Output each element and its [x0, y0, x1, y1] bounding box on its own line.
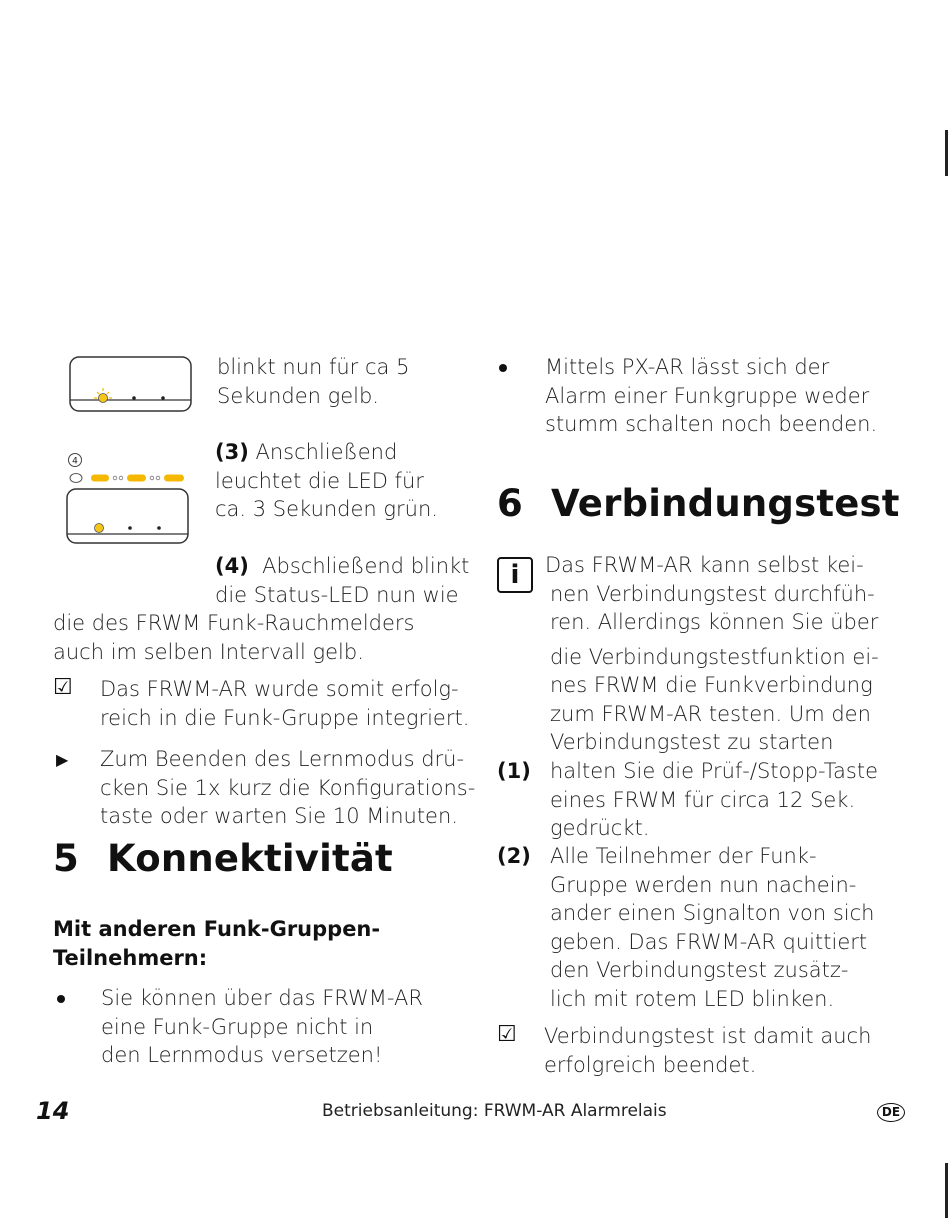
text-line: leuchtet die LED für [215, 468, 424, 493]
text-line: Alle Teilnehmer der Funk- [550, 844, 817, 868]
edge-mark-bottom [945, 1163, 948, 1218]
step-number: (1) [497, 759, 531, 783]
text-line: Mittels PX-AR lässt sich der [545, 355, 830, 379]
step4-continued [53, 609, 415, 666]
text-line: eines FRWM für circa 12 Sek. [550, 787, 856, 812]
section-number: 6 [497, 482, 523, 525]
text-line: eine Funk-Gruppe nicht in [101, 1014, 374, 1039]
device-diagram-blinking [68, 355, 194, 417]
edge-mark-top [945, 130, 948, 176]
text-line: Anschließend [255, 440, 398, 464]
step2-text [550, 842, 874, 1013]
bullet-icon [57, 995, 65, 1003]
bullet-icon [499, 364, 507, 372]
text-line: Sie können über das FRWM-AR [101, 986, 424, 1010]
step-number: (4) [215, 554, 249, 578]
text-line: Gruppe werden nun nachein- [550, 872, 857, 897]
text-line: nes FRWM die Funkverbindung [550, 673, 873, 697]
checkbox-icon: ☑ [53, 675, 73, 700]
text-line: Mit anderen Funk-Gruppen- [53, 917, 381, 941]
subheading [53, 915, 380, 972]
step4 [215, 552, 469, 609]
text-line: Verbindungstest ist damit auch [544, 1024, 872, 1048]
text-line: Sekunden gelb. [217, 383, 379, 408]
bullet-text [545, 353, 877, 439]
footer-title: Betriebsanleitung: FRWM-AR Alarmrelais [322, 1101, 667, 1121]
text-line: die Status-LED nun wie [215, 582, 459, 607]
text-line: halten Sie die Prüf-/Stopp-Taste [550, 759, 878, 783]
step2-tail [217, 353, 409, 410]
text-line: Alarm einer Funkgruppe weder [545, 383, 870, 408]
section-title: Konnektivität [107, 837, 393, 880]
text-line: Verbindungstest zu starten [550, 730, 834, 754]
text-line: reich in die Funk-Gruppe integriert. [100, 705, 470, 730]
text-line: ander einen Signalton von sich [550, 901, 875, 925]
text-line: den Lernmodus versetzen! [101, 1043, 383, 1067]
text-line: zum FRWM-AR testen. Um den [550, 701, 871, 726]
text-line: auch im selben Intervall gelb. [53, 639, 364, 664]
info-text [545, 551, 879, 757]
section-heading-5 [53, 837, 393, 880]
device-diagram-led-green [64, 450, 192, 548]
text-line: die des FRWM Funk-Rauchmelders [53, 611, 415, 635]
text-line: lich mit rotem LED blinken. [550, 986, 835, 1011]
step-number: (2) [497, 844, 531, 868]
text-line: erfolgreich beendet. [544, 1052, 757, 1077]
text-line: Abschließend blinkt [262, 554, 470, 578]
text-line: taste oder warten Sie 10 Minuten. [100, 804, 458, 828]
step-badge: 4 [72, 456, 78, 467]
check-result-text [100, 675, 469, 732]
text-line: geben. Das FRWM-AR quittiert [550, 929, 868, 954]
section-title: Verbindungstest [551, 482, 900, 525]
text-line: blinkt nun für ca 5 [217, 355, 410, 379]
text-line: Teilnehmern: [53, 945, 208, 970]
text-line: cken Sie 1x kurz die Konfigurations- [100, 775, 476, 800]
section-heading-6 [497, 482, 900, 525]
text-line: Das FRWM-AR kann selbst kei- [545, 553, 864, 577]
info-icon: i [497, 557, 533, 593]
text-line: gedrückt. [550, 816, 650, 840]
language-badge: DE [877, 1103, 905, 1122]
bullet-text [101, 984, 423, 1070]
text-line: nen Verbindungstest durchfüh- [550, 581, 875, 606]
text-line: Zum Beenden des Lernmodus drü- [100, 747, 465, 771]
check-result-text [544, 1022, 871, 1079]
step3 [215, 438, 438, 524]
step1-text [550, 757, 878, 843]
step-number: (3) [215, 440, 249, 464]
text-line: Das FRWM-AR wurde somit erfolg- [100, 677, 459, 701]
text-line: die Verbindungstestfunktion ei- [550, 644, 879, 669]
instruction-text [100, 745, 475, 831]
page-number: 14 [36, 1097, 70, 1125]
text-line: ren. Allerdings können Sie über [550, 610, 879, 634]
section-number: 5 [53, 837, 79, 880]
text-line: stumm schalten noch beenden. [545, 412, 878, 436]
checkbox-icon: ☑ [497, 1022, 517, 1047]
text-line: ca. 3 Sekunden grün. [215, 497, 438, 521]
arrow-right-icon: ▶ [56, 750, 69, 769]
text-line: den Verbindungstest zusätz- [550, 958, 849, 982]
